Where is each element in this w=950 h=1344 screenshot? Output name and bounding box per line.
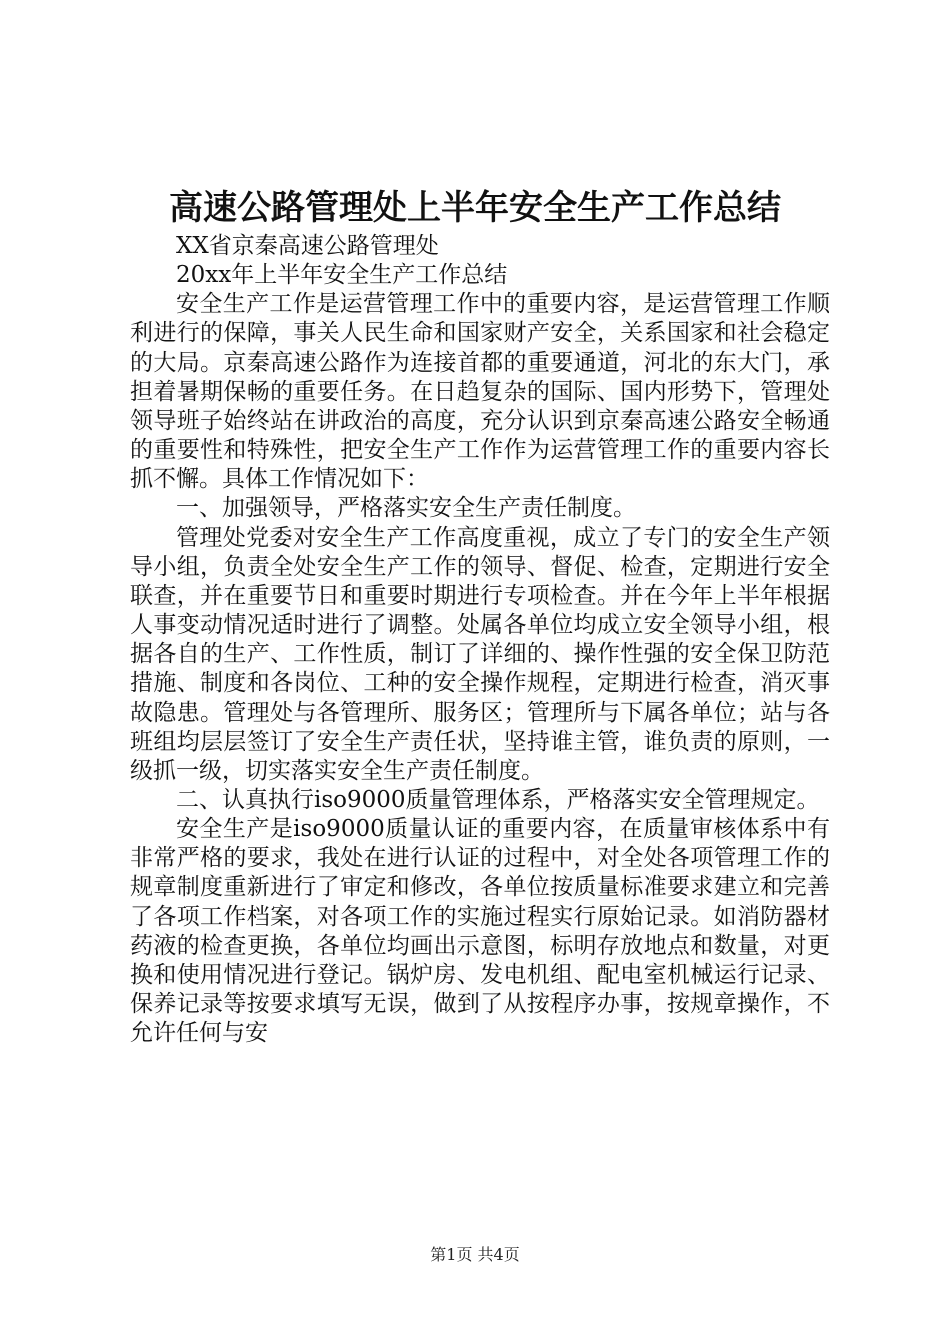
- section-heading-2: 二、认真执行iso9000质量管理体系，严格落实安全管理规定。: [176, 786, 820, 813]
- document-body: [130, 232, 830, 1048]
- intro-paragraph: 安全生产工作是运营管理工作中的重要内容，是运营管理工作顺利进行的保障，事关人民生命和国家财产安全，关系国家和社会稳定的大局。京秦高速公路作为连接首都的重要通道，河北的东大门，承担着暑期保畅的重要任务。在日趋复杂的国际、国内形势下，管理处领导班子始终站在讲政治的高度，充分认识到京秦高速公路安全畅通的重要性和特殊性，把安全生产工作作为运营管理工作的重要内容长抓不懈。具体工作情况如下：: [130, 291, 830, 493]
- page-number-footer: 第1页 共4页: [430, 1245, 520, 1264]
- org-name-line: XX省京秦高速公路管理处: [176, 233, 439, 259]
- subtitle-line: 20xx年上半年安全生产工作总结: [176, 262, 508, 289]
- section-paragraph-2: 安全生产是iso9000质量认证的重要内容，在质量审核体系中有非常严格的要求，我处在进行认证的过程中，对全处各项管理工作的规章制度重新进行了审定和修改，各单位按质量标准要求建立和完善了各项工作档案，对各项工作的实施过程实行原始记录。如消防器材药液的检查更换，各单位均画出示意图，标明存放地点和数量，对更换和使用情况进行登记。锅炉房、发电机组、配电室机械运行记录、保养记录等按要求填写无误，做到了从按程序办事，按规章操作，不允许任何与安: [130, 816, 830, 1047]
- section-heading-1: 一、加强领导，严格落实安全生产责任制度。: [176, 495, 636, 522]
- document-title: 高速公路管理处上半年安全生产工作总结: [169, 188, 781, 228]
- section-paragraph-1: 管理处党委对安全生产工作高度重视，成立了专门的安全生产领导小组，负责全处安全生产工作的领导、督促、检查，定期进行安全联查，并在重要节日和重要时期进行专项检查。并在今年上半年根据人事变动情况适时进行了调整。处属各单位均成立安全领导小组，根据各自的生产、工作性质，制订了详细的、操作性强的安全保卫防范措施、制度和各岗位、工种的安全操作规程，定期进行检查，消灭事故隐患。管理处与各管理所、服务区；管理所与下属各单位；站与各班组均层层签订了安全生产责任状，坚持谁主管，谁负责的原则，一级抓一级，切实落实安全生产责任制度。: [130, 524, 830, 784]
